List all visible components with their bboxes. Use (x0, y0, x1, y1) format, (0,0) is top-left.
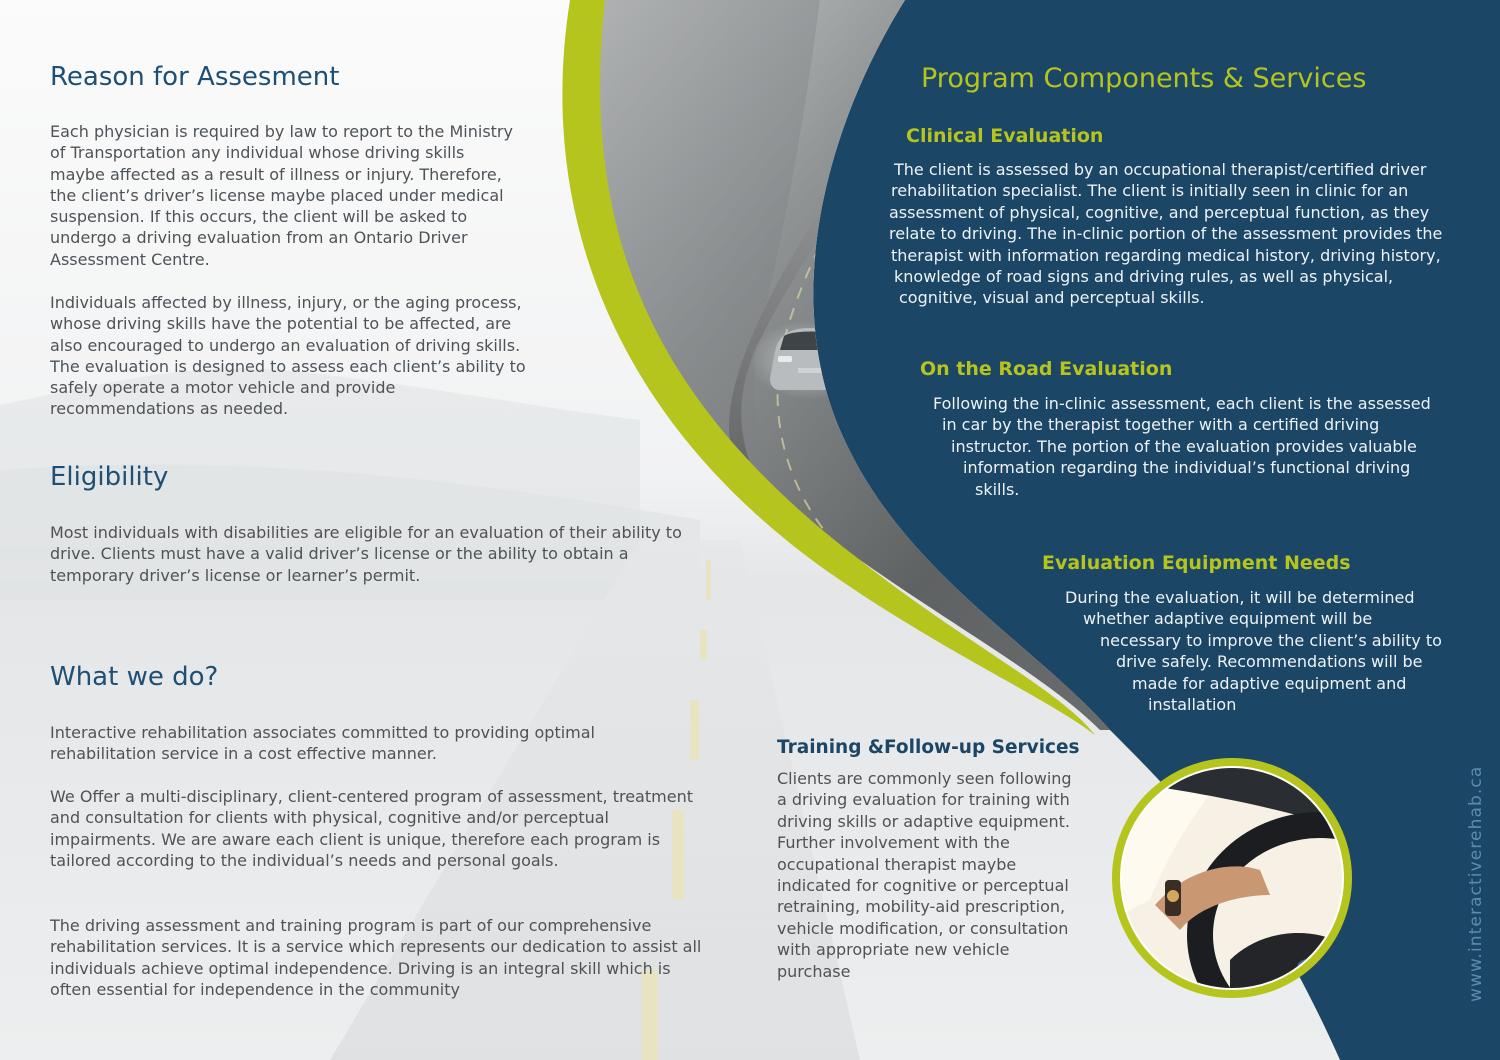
training-paragraph: Clients are commonly seen following a driving evaluation for training with driving skills or adaptive equipment. Further involvement with the occupational therapist maybe indicated for cognitive or perceptual retraining, mobility-aid prescription, vehicle modification, or consultation with appropriate new vehicle purchase (777, 769, 1072, 981)
equipment-line: whether adaptive equipment will be (1083, 609, 1373, 629)
reason-paragraph-2: Individuals affected by illness, injury, or the aging process, whose driving skills have the potential to be affected, are also encouraged to undergo an evaluation of driving skills. The evaluation is designed to assess each client’s ability to safely operate a motor vehicle and provide recommendations as needed. (50, 293, 526, 419)
program-components-heading: Program Components & Services (921, 63, 1367, 94)
clinical-line: therapist with information regarding medical history, driving history, (891, 245, 1441, 265)
road-evaluation-text (933, 393, 1473, 500)
clinical-line: cognitive, visual and perceptual skills. (899, 288, 1205, 308)
clinical-line: relate to driving. The in-clinic portion of the assessment provides the (889, 224, 1443, 244)
equipment-needs-text (1065, 587, 1485, 715)
road-line: information regarding the individual’s functional driving (963, 458, 1411, 478)
what-we-do-paragraph-2: We Offer a multi-disciplinary, client-centered program of assessment, treatment and consultation for clients with physical, cognitive and/or perceptual impairments. We are aware each client is unique, therefore each program is tailored according to the individual’s needs and personal goals. (50, 787, 693, 870)
clinical-line: knowledge of road signs and driving rules, as well as physical, (894, 267, 1394, 287)
clinical-evaluation-text (888, 159, 1478, 309)
road-line: skills. (975, 479, 1020, 499)
reason-heading: Reason for Assesment (50, 62, 340, 92)
website-url: www.interactiverehab.ca (1466, 765, 1486, 1002)
what-we-do-paragraph-3: The driving assessment and training program is part of our comprehensive rehabilitation services. It is a service which represents our dedication to assist all individuals achieve optimal independence. Driving is an integral skill which is often essential for independence in the community (50, 916, 702, 999)
training-title: Training &Follow-up Services (777, 737, 1080, 758)
eligibility-paragraph: Most individuals with disabilities are eligible for an evaluation of their ability to drive. Clients must have a valid driver’s license or the ability to obtain a temporary driver’s license or learner’s permit. (50, 523, 682, 585)
eligibility-heading: Eligibility (50, 462, 169, 492)
equipment-line: necessary to improve the client’s ability to (1100, 630, 1442, 650)
clinical-line: The client is assessed by an occupational therapist/certified driver (894, 160, 1427, 179)
equipment-line: drive safely. Recommendations will be (1116, 652, 1423, 672)
what-we-do-heading: What we do? (50, 662, 219, 692)
equipment-line: During the evaluation, it will be determined (1065, 588, 1415, 607)
road-line: instructor. The portion of the evaluation provides valuable (951, 436, 1417, 456)
road-evaluation-title: On the Road Evaluation (920, 358, 1173, 380)
equipment-needs-title: Evaluation Equipment Needs (1042, 552, 1351, 574)
clinical-line: assessment of physical, cognitive, and perceptual function, as they (889, 202, 1430, 222)
what-we-do-paragraph-1: Interactive rehabilitation associates committed to providing optimal rehabilitation service in a cost effective manner. (50, 723, 595, 764)
reason-paragraph-1: Each physician is required by law to report to the Ministry of Transportation any individual whose driving skills maybe affected as a result of illness or injury. Therefore, the client’s driver’s license maybe placed under medical suspension. If this occurs, the client will be asked to undergo a driving evaluation from an Ontario Driver Assessment Centre. (50, 122, 513, 269)
road-line: Following the in-clinic assessment, each client is the assessed (933, 394, 1431, 413)
clinical-evaluation-title: Clinical Evaluation (906, 125, 1104, 147)
equipment-line: installation (1148, 695, 1237, 715)
equipment-line: made for adaptive equipment and (1132, 673, 1407, 693)
clinical-line: rehabilitation specialist. The client is initially seen in clinic for an (891, 181, 1409, 201)
road-line: in car by the therapist together with a certified driving (942, 415, 1380, 435)
